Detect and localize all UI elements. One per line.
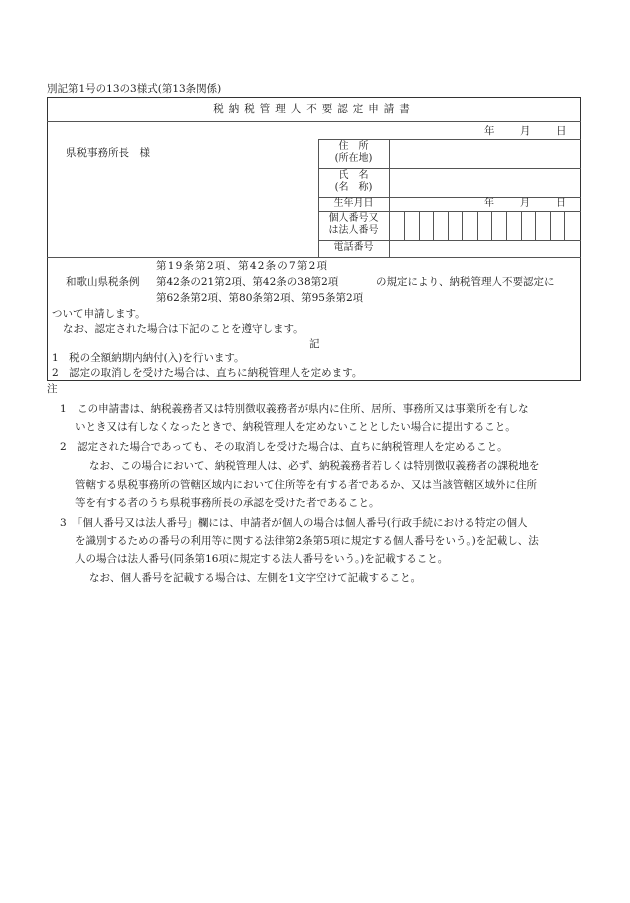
grid-bottom <box>47 257 581 258</box>
note-1-line-2: いとき又は有しなくなったときで、納税管理人を定めないこととしたい場合に提出すること。 <box>75 421 516 433</box>
ki-heading: 記 <box>309 338 320 350</box>
note-3-line-3: 人の場合は法人番号(同条第16項に規定する法人番号をいう。)を記載すること。 <box>75 553 449 565</box>
note-2-line-4: 等を有する者のうち県税事務所長の承認を受けた者であること。 <box>75 497 380 509</box>
phone-field[interactable] <box>390 241 580 256</box>
note-2-line-3: 管轄する県税事務所の管轄区域内において住所等を有する者であるか、又は当該管轄区域外に住所 <box>75 479 537 491</box>
request-continuation: ついて申請します。 <box>52 308 146 320</box>
date-year: 年 <box>484 125 495 137</box>
form-reference: 別記第1号の13の3様式(第13条関係) <box>47 83 222 95</box>
birth-year: 年 <box>484 198 494 209</box>
grid-row-3 <box>318 211 581 212</box>
name-label-sub: (名 称) <box>334 182 373 193</box>
ordinance-name: 和歌山県税条例 <box>66 276 140 288</box>
note-3-line-4: なお、個人番号を記載する場合は、左側を1文字空けて記載すること。 <box>89 572 422 584</box>
date-month: 月 <box>520 125 531 137</box>
notes-heading: 注 <box>47 383 58 395</box>
article-line-2: 第42条の21第2項、第42条の38第2項 <box>156 276 339 288</box>
phone-label: 電話番号 <box>333 242 374 253</box>
address-label: 住 所 <box>338 141 369 152</box>
note-2-line-2: なお、この場合において、納税管理人は、必ず、納税義務者若しくは特別徴収義務者の課税地を <box>89 460 540 472</box>
item-2: 2 認定の取消しを受けた場合は、直ちに納税管理人を定めます。 <box>52 367 363 379</box>
address-field[interactable] <box>390 140 580 167</box>
name-field[interactable] <box>390 169 580 196</box>
title-divider <box>47 121 581 122</box>
provision-text: の規定により、納税管理人不要認定に <box>376 276 555 288</box>
address-label-sub: (所在地) <box>334 153 373 164</box>
birth-label: 生年月日 <box>333 198 374 209</box>
note-3-line-2: を識別するための番号の利用等に関する法律第2条第5項に規定する個人番号をいう。)を記載し、法 <box>75 535 539 547</box>
note-3-line-1: 3 「個人番号又は法人番号」欄には、申請者が個人の場合は個人番号(行政手続における特定の個人 <box>60 517 528 529</box>
compliance-statement: なお、認定された場合は下記のことを遵守します。 <box>63 323 304 335</box>
note-2-line-1: 2 認定された場合であっても、その取消しを受けた場合は、直ちに納税管理人を定めること。 <box>60 441 508 453</box>
note-1-line-1: 1 この申請書は、納税義務者又は特別徴収義務者が県内に住所、居所、事務所又は事業所を有しな <box>60 403 529 415</box>
id-number-label: 個人番号又 <box>328 213 379 224</box>
form-title: 税納税管理人不要認定申請書 <box>213 103 415 115</box>
addressee: 県税事務所長 様 <box>66 147 150 159</box>
name-label: 氏 名 <box>338 170 369 181</box>
article-line-1: 第19条第2項、第42条の7第2項 <box>156 260 329 272</box>
date-day: 日 <box>556 125 567 137</box>
id-number-label-sub: は法人番号 <box>328 225 379 236</box>
birth-month: 月 <box>520 198 530 209</box>
birth-day: 日 <box>556 198 566 209</box>
item-1: 1 税の全額納期内納付(入)を行います。 <box>52 352 245 364</box>
article-line-3: 第62条第2項、第80条第2項、第95条第2項 <box>156 292 364 304</box>
